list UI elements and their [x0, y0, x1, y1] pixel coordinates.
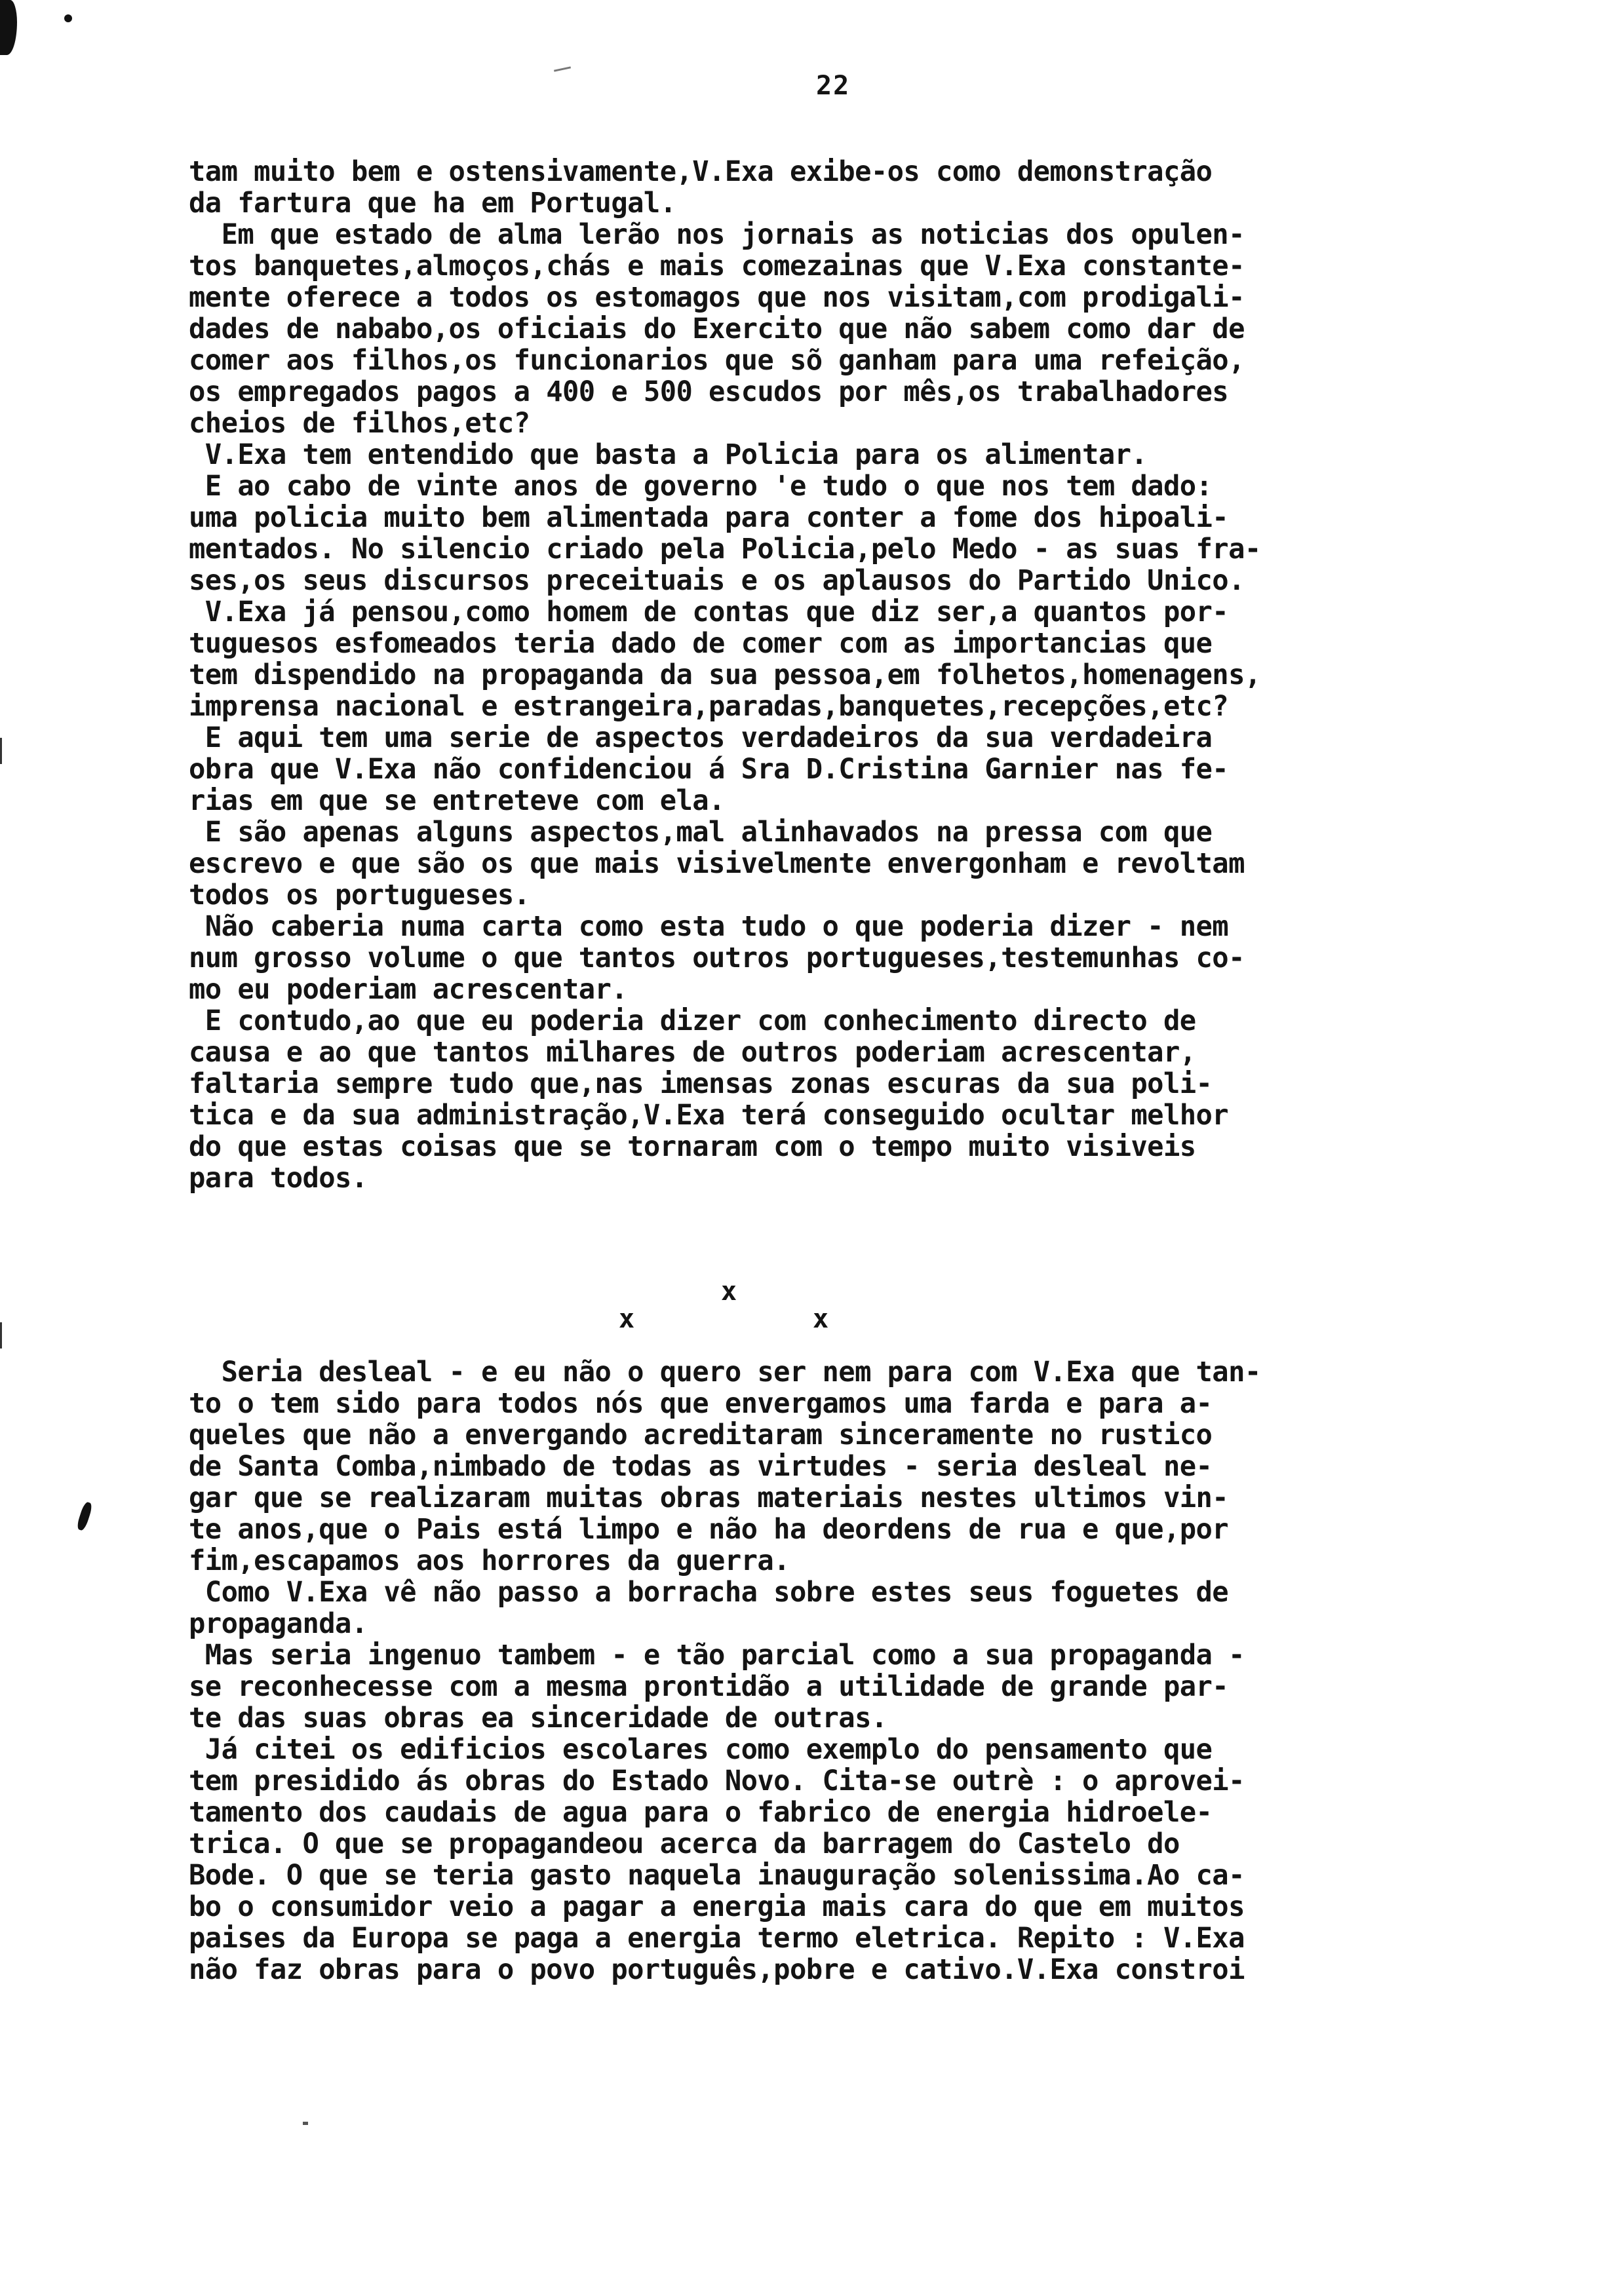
scan-dot [303, 2122, 308, 2125]
text-line: imprensa nacional e estrangeira,paradas,banquetes,recepções,etc? [189, 690, 1229, 723]
text-line: queles que não a envergando acreditaram sinceramente no rustico [189, 1419, 1213, 1451]
text-line: E contudo,ao que eu poderia dizer com conhecimento directo de [189, 1004, 1196, 1037]
text-line: E são apenas alguns aspectos,mal alinhavados na pressa com que [189, 816, 1213, 849]
section-separator-mark: x [721, 1276, 737, 1307]
text-line: comer aos filhos,os funcionarios que sõ ganham para uma refeição, [189, 344, 1245, 377]
scan-edge-mark [0, 1322, 2, 1349]
text-line: faltaria sempre tudo que,nas imensas zonas escuras da sua poli- [189, 1067, 1213, 1100]
page-number: 22 [816, 71, 851, 101]
text-line: Em que estado de alma lerão nos jornais as noticias dos opulen- [189, 218, 1245, 251]
text-line: te das suas obras ea sinceridade de outras. [189, 1702, 887, 1734]
text-line: tem presidido ás obras do Estado Novo. Cita-se outrè : o aprovei- [189, 1765, 1245, 1797]
text-line: uma policia muito bem alimentada para conter a fome dos hipoali- [189, 501, 1229, 534]
text-line: Bode. O que se teria gasto naquela inauguração solenissima.Ao ca- [189, 1859, 1245, 1892]
text-line: ses,os seus discursos preceituais e os aplausos do Partido Unico. [189, 564, 1245, 597]
text-line: não faz obras para o povo português,pobre e cativo.V.Exa constroi [189, 1953, 1245, 1986]
margin-ink-mark [76, 1501, 94, 1531]
text-line: Não caberia numa carta como esta tudo o que poderia dizer - nem [189, 910, 1229, 943]
text-line: to o tem sido para todos nós que envergamos uma farda e para a- [189, 1387, 1213, 1420]
text-line: mente oferece a todos os estomagos que nos visitam,com prodigali- [189, 281, 1245, 314]
text-line: E aqui tem uma serie de aspectos verdadeiros da sua verdadeira [189, 721, 1213, 754]
text-line: escrevo e que são os que mais visivelmente envergonham e revoltam [189, 847, 1245, 880]
text-line: rias em que se entreteve com ela. [189, 784, 725, 817]
text-line: num grosso volume o que tantos outros portugueses,testemunhas co- [189, 942, 1245, 974]
section-separator-mark: x [813, 1304, 829, 1334]
text-line: Já citei os edificios escolares como exemplo do pensamento que [189, 1733, 1213, 1766]
body-text-block [189, 156, 1448, 1194]
text-line: tos banquetes,almoços,chás e mais comezainas que V.Exa constante- [189, 250, 1245, 282]
text-line: tem dispendido na propaganda da sua pessoa,em folhetos,homenagens, [189, 659, 1261, 691]
text-line: paises da Europa se paga a energia termo eletrica. Repito : V.Exa [189, 1922, 1245, 1955]
scan-dot [64, 14, 72, 22]
text-line: tamento dos caudais de agua para o fabrico de energia hidroele- [189, 1796, 1213, 1829]
text-line: fim,escapamos aos horrores da guerra. [189, 1544, 790, 1577]
text-line: tam muito bem e ostensivamente,V.Exa exibe-os como demonstração [189, 155, 1213, 188]
body-text-block [189, 1356, 1448, 1985]
scan-edge-mark [0, 738, 2, 764]
text-line: cheios de filhos,etc? [189, 407, 530, 440]
text-line: Seria desleal - e eu não o quero ser nem para com V.Exa que tan- [189, 1356, 1261, 1388]
text-line: para todos. [189, 1162, 368, 1195]
text-line: V.Exa já pensou,como homem de contas que diz ser,a quantos por- [189, 596, 1229, 628]
text-line: do que estas coisas que se tornaram com o tempo muito visiveis [189, 1130, 1196, 1163]
text-line: dades de nababo,os oficiais do Exercito que não sabem como dar de [189, 313, 1245, 345]
text-line: mentados. No silencio criado pela Policia,pelo Medo - as suas fra- [189, 533, 1261, 565]
scan-mark [554, 66, 571, 71]
text-line: Como V.Exa vê não passo a borracha sobre estes seus foguetes de [189, 1576, 1229, 1609]
scan-smudge [0, 0, 17, 55]
text-line: trica. O que se propagandeou acerca da barragem do Castelo do [189, 1827, 1180, 1860]
text-line: gar que se realizaram muitas obras materiais nestes ultimos vin- [189, 1482, 1229, 1514]
text-line: obra que V.Exa não confidenciou á Sra D.Cristina Garnier nas fe- [189, 753, 1229, 786]
text-line: V.Exa tem entendido que basta a Policia para os alimentar. [189, 438, 1148, 471]
text-line: bo o consumidor veio a pagar a energia mais cara do que em muitos [189, 1890, 1245, 1923]
section-separator-mark: x [619, 1304, 635, 1334]
text-line: da fartura que ha em Portugal. [189, 187, 676, 220]
text-line: tica e da sua administração,V.Exa terá conseguido ocultar melhor [189, 1099, 1229, 1132]
text-line: causa e ao que tantos milhares de outros poderiam acrescentar, [189, 1036, 1196, 1069]
text-line: propaganda. [189, 1607, 368, 1640]
text-line: se reconhecesse com a mesma prontidão a utilidade de grande par- [189, 1670, 1229, 1703]
text-line: mo eu poderiam acrescentar. [189, 973, 628, 1006]
text-line: E ao cabo de vinte anos de governo 'e tudo o que nos tem dado: [189, 470, 1213, 503]
text-line: todos os portugueses. [189, 879, 530, 911]
text-line: te anos,que o Pais está limpo e não ha deordens de rua e que,por [189, 1513, 1229, 1546]
text-line: os empregados pagos a 400 e 500 escudos por mês,os trabalhadores [189, 375, 1229, 408]
text-line: Mas seria ingenuo tambem - e tão parcial como a sua propaganda - [189, 1639, 1245, 1672]
text-line: tuguesos esfomeados teria dado de comer com as importancias que [189, 627, 1213, 660]
text-line: de Santa Comba,nimbado de todas as virtudes - seria desleal ne- [189, 1450, 1213, 1483]
